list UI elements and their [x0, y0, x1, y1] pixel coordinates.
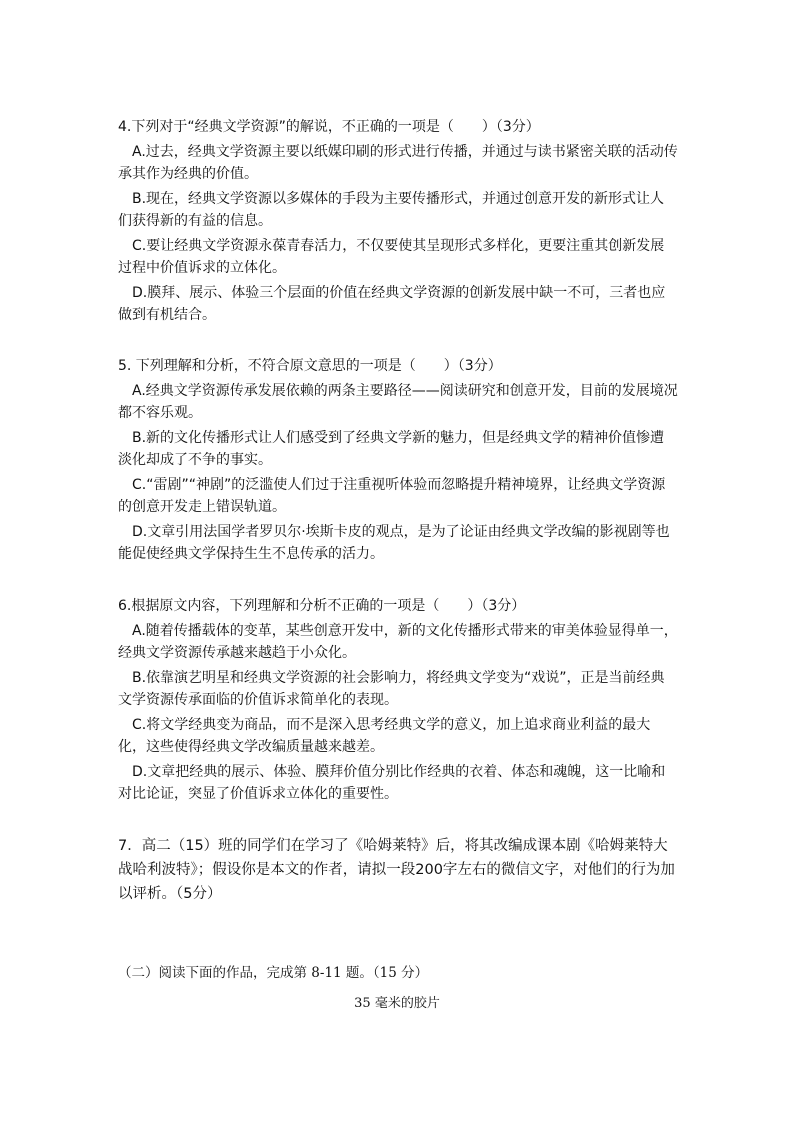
question-4-option-c: C.要让经典文学资源永葆青春活力，不仅要使其呈现形式多样化，更要注重其创新发展过程中价值诉求的立体化。 [118, 238, 665, 276]
question-4-option-a: A.过去，经典文学资源主要以纸媒印刷的形式进行传播，并通过与读书紧密关联的活动传承其作为经典的价值。 [118, 144, 678, 182]
question-5-option-b: B.新的文化传播形式让人们感受到了经典文学新的魅力，但是经典文学的精神价值惨遭淡化却成了不争的事实。 [118, 430, 665, 468]
question-6 [118, 595, 678, 805]
passage-title: 35 毫米的胶片 [354, 996, 440, 1011]
question-4-option-b: B.现在，经典文学资源以多媒体的手段为主要传播形式，并通过创意开发的新形式让人们获得新的有益的信息。 [118, 191, 665, 229]
question-5-option-d: D.文章引用法国学者罗贝尔·埃斯卡皮的观点，是为了论证由经典文学改编的影视剧等也能促使经典文学保持生生不息传承的活力。 [118, 524, 670, 562]
section-2-heading: （二）阅读下面的作品，完成第 8-11 题。（15 分） [118, 965, 429, 981]
question-4-stem: 4.下列对于“经典文学资源”的解说，不正确的一项是（ ）（3分） [118, 119, 540, 135]
question-7 [118, 834, 678, 906]
question-5-stem: 5. 下列理解和分析，不符合原文意思的一项是（ ）（3分） [118, 358, 502, 374]
question-6-option-c: C.将文学经典变为商品，而不是深入思考经典文学的意义，加上追求商业利益的最大化，这些使得经典文学改编质量越来越差。 [118, 717, 651, 755]
question-6-stem: 6.根据原文内容，下列理解和分析不正确的一项是（ ）（3分） [118, 598, 526, 614]
question-5-option-c: C.“雷剧”“神剧”的泛滥使人们过于注重视听体验而忽略提升精神境界，让经典文学资源的创意开发走上错误轨道。 [118, 477, 666, 515]
question-4 [118, 116, 678, 326]
question-6-option-b: B.依靠演艺明星和经典文学资源的社会影响力，将经典文学变为“戏说”，正是当前经典文学资源传承面临的价值诉求简单化的表现。 [118, 670, 665, 708]
question-7-text: 7．高二（15）班的同学们在学习了《哈姆莱特》后，将其改编成课本剧《哈姆莱特大战哈利波特》；假设你是本文的作者，请拟一段200字左右的微信文字，对他们的行为加以评析。（5分） [118, 838, 675, 902]
question-5 [118, 355, 678, 565]
question-6-option-a: A.随着传播载体的变革，某些创意开发中，新的文化传播形式带来的审美体验显得单一，经典文学资源传承越来越趋于小众化。 [118, 623, 678, 661]
question-5-option-a: A.经典文学资源传承发展依赖的两条主要路径——阅读研究和创意开发，目前的发展境况都不容乐观。 [118, 383, 678, 421]
question-6-option-d: D.文章把经典的展示、体验、膜拜价值分别比作经典的衣着、体态和魂魄，这一比喻和对比论证，突显了价值诉求立体化的重要性。 [118, 764, 666, 802]
question-4-option-d: D.膜拜、展示、体验三个层面的价值在经典文学资源的创新发展中缺一不可，三者也应做到有机结合。 [118, 285, 666, 323]
